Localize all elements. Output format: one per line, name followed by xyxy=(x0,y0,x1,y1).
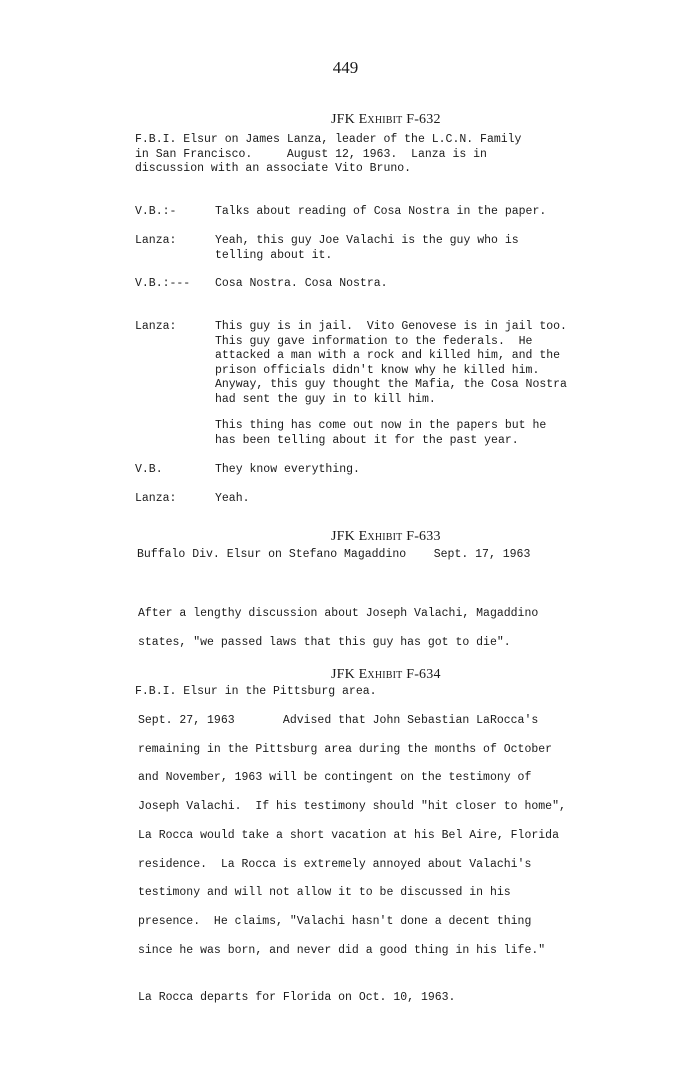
dialogue-line: Talks about reading of Cosa Nostra in the paper. xyxy=(215,205,547,218)
dialogue-speaker: V.B.:--- xyxy=(135,277,191,290)
exhibit-header-f632: F.B.I. Elsur on James Lanza, leader of the L.C.N. Family in San Francisco. August 12, 1963. Lanza is in discussion with an associate Vito Bruno. xyxy=(135,133,522,175)
dialogue-speaker: Lanza: xyxy=(135,234,177,247)
exhibit-body-f634: Sept. 27, 1963 Advised that John Sebastian LaRocca's remaining in the Pittsburg area during the months of October and November, 1963 will be contingent on the testimony of Joseph Valachi. If his testimony should "hit closer to home", La Rocca would take a short vacation at his Bel Aire, Florida residence. La Rocca is extremely annoyed about Valachi's testimony and will not allow it to be discussed in his presence. He claims, "Valachi hasn't done a decent thing since he was born, and never did a good thing in his life." xyxy=(138,714,566,957)
dialogue-line: This guy is in jail. Vito Genovese is in jail too. This guy gave information to the federals. He attacked a man with a rock and killed him, and the prison officials didn't know why he killed him. Anyway, this guy thought the Mafia, the Cosa Nostra had sent the guy in to kill him. xyxy=(215,320,567,406)
dialogue-speaker: Lanza: xyxy=(135,492,177,505)
exhibit-title-f634: JFK Exhibit F-634 xyxy=(331,667,441,682)
exhibit-title-f632: JFK Exhibit F-632 xyxy=(331,112,441,127)
exhibit-title-f633: JFK Exhibit F-633 xyxy=(331,529,441,544)
dialogue-line: Yeah, this guy Joe Valachi is the guy who is telling about it. xyxy=(215,234,519,262)
page-number: 449 xyxy=(332,58,359,77)
dialogue-speaker: V.B. xyxy=(135,463,163,476)
dialogue-line: Cosa Nostra. Cosa Nostra. xyxy=(215,277,388,290)
exhibit-header-f633: Buffalo Div. Elsur on Stefano Magaddino Sept. 17, 1963 xyxy=(137,548,531,561)
dialogue-speaker: Lanza: xyxy=(135,320,177,333)
dialogue-line: Yeah. xyxy=(215,492,250,505)
exhibit-body-f633: After a lengthy discussion about Joseph Valachi, Magaddino states, "we passed laws that this guy has got to die". xyxy=(138,607,539,649)
dialogue-line: They know everything. xyxy=(215,463,360,476)
exhibit-header-f634: F.B.I. Elsur in the Pittsburg area. xyxy=(135,685,377,698)
exhibit-footer-f634: La Rocca departs for Florida on Oct. 10, 1963. xyxy=(138,991,456,1004)
dialogue-speaker: V.B.:- xyxy=(135,205,177,218)
dialogue-line: This thing has come out now in the papers but he has been telling about it for the past year. xyxy=(215,419,547,447)
